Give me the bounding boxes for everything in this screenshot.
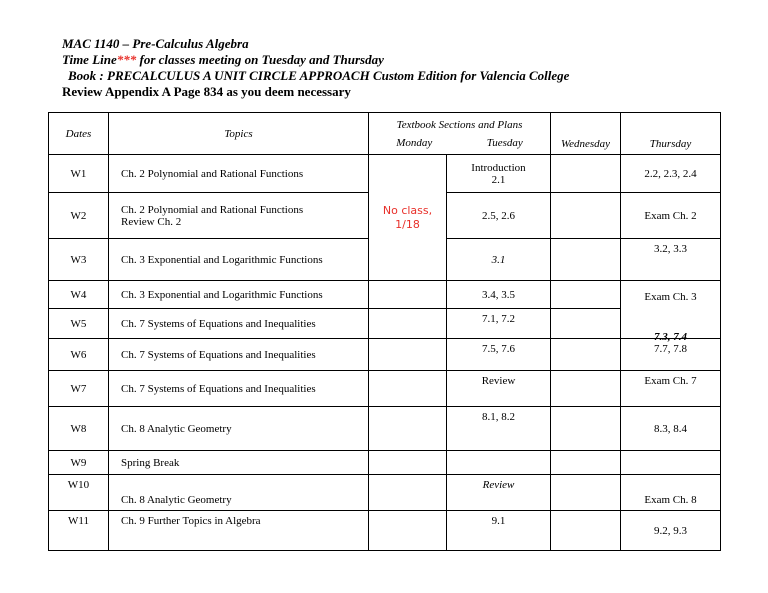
thursday-cell: Exam Ch. 8 [621, 475, 721, 511]
tuesday-cell: 7.5, 7.6 [447, 339, 551, 371]
thursday-cell: 2.2, 2.3, 2.4 [621, 155, 721, 193]
monday-cell [369, 371, 447, 407]
timeline-stars: *** [116, 52, 137, 67]
monday-cell [369, 339, 447, 371]
header-wednesday: Wednesday [551, 113, 621, 155]
topic-text: Ch. 2 Polynomial and Rational Functions [121, 203, 304, 216]
topic-cell: Ch. 3 Exponential and Logarithmic Functions [109, 281, 369, 309]
tuesday-text: Introduction [471, 161, 526, 174]
schedule-table [48, 112, 721, 551]
tuesday-cell: Review [447, 475, 551, 511]
tuesday-cell [447, 155, 551, 193]
thursday-text-2: 7.7, 7.8 [654, 343, 687, 355]
topic-cell: Ch. 2 Polynomial and Rational Functions [109, 155, 369, 193]
topic-cell: Ch. 8 Analytic Geometry [109, 407, 369, 451]
tuesday-text-2: 2.1 [491, 173, 506, 186]
wednesday-cell [551, 193, 621, 239]
thursday-cell: 9.2, 9.3 [621, 511, 721, 551]
week-cell: W1 [49, 155, 109, 193]
topic-cell: Ch. 7 Systems of Equations and Inequalities [109, 371, 369, 407]
review-line: Review Appendix A Page 834 as you deem necessary [62, 84, 351, 99]
wednesday-cell [551, 309, 621, 339]
monday-no-class [369, 155, 447, 281]
header-topics: Topics [109, 113, 369, 155]
wednesday-cell [551, 475, 621, 511]
wednesday-cell [551, 371, 621, 407]
topic-text-2: Review Ch. 2 [121, 215, 182, 228]
wednesday-cell [551, 155, 621, 193]
tuesday-cell: 9.1 [447, 511, 551, 551]
table-row [49, 155, 721, 193]
wednesday-cell [551, 511, 621, 551]
week-cell: W6 [49, 339, 109, 371]
header-textbook-label: Textbook Sections and Plans [396, 118, 523, 131]
topic-cell: Ch. 9 Further Topics in Algebra [109, 511, 369, 551]
table-row [49, 339, 721, 371]
document-header [62, 36, 569, 100]
topic-cell: Spring Break [109, 451, 369, 475]
week-cell: W9 [49, 451, 109, 475]
monday-cell [369, 475, 447, 511]
thursday-cell [621, 451, 721, 475]
header-tuesday: Tuesday [486, 136, 523, 149]
table-row [49, 511, 721, 551]
topic-cell: Ch. 7 Systems of Equations and Inequalities [109, 309, 369, 339]
topic-cell: Ch. 3 Exponential and Logarithmic Functions [109, 239, 369, 281]
monday-note: No class, [382, 203, 433, 217]
header-dates: Dates [49, 113, 109, 155]
thursday-cell [621, 331, 721, 371]
wednesday-cell [551, 339, 621, 371]
table-row [49, 281, 721, 309]
week-cell: W4 [49, 281, 109, 309]
course-title: MAC 1140 – Pre-Calculus Algebra [62, 36, 249, 51]
tuesday-cell: 8.1, 8.2 [447, 407, 551, 451]
thursday-cell [621, 281, 721, 339]
monday-cell [369, 309, 447, 339]
header-textbook [369, 113, 551, 155]
week-cell: W3 [49, 239, 109, 281]
table-row [49, 407, 721, 451]
thursday-cell: 3.2, 3.3 [621, 239, 721, 281]
topic-cell: Ch. 7 Systems of Equations and Inequalities [109, 339, 369, 371]
tuesday-cell: 3.4, 3.5 [447, 281, 551, 309]
monday-cell [369, 511, 447, 551]
thursday-cell: 8.3, 8.4 [621, 407, 721, 451]
table-row [49, 309, 721, 339]
thursday-cell: Exam Ch. 7 [621, 371, 721, 407]
wednesday-cell [551, 281, 621, 309]
week-cell: W10 [49, 475, 109, 511]
monday-cell [369, 281, 447, 309]
header-thursday: Thursday [621, 113, 721, 155]
week-cell: W5 [49, 309, 109, 339]
thursday-text: 7.3, 7.4 [654, 331, 687, 343]
week-cell: W2 [49, 193, 109, 239]
week-cell: W8 [49, 407, 109, 451]
monday-cell [369, 407, 447, 451]
monday-note-date: 1/18 [395, 217, 420, 231]
tuesday-cell: Review [447, 371, 551, 407]
wednesday-cell [551, 451, 621, 475]
tuesday-cell [447, 451, 551, 475]
tuesday-cell: 7.1, 7.2 [447, 309, 551, 339]
book-line: Book : PRECALCULUS A UNIT CIRCLE APPROACH Custom Edition for Valencia College [68, 68, 570, 83]
wednesday-cell [551, 239, 621, 281]
tuesday-cell: 3.1 [447, 239, 551, 281]
thursday-cell: Exam Ch. 2 [621, 193, 721, 239]
topic-cell [109, 193, 369, 239]
table-row [49, 475, 721, 511]
header-monday: Monday [396, 136, 433, 149]
timeline-prefix: Time Line [62, 52, 117, 67]
thursday-text: Exam Ch. 3 [644, 291, 697, 303]
week-cell: W11 [49, 511, 109, 551]
week-cell: W7 [49, 371, 109, 407]
wednesday-cell [551, 407, 621, 451]
table-header-row [49, 113, 721, 155]
table-row [49, 371, 721, 407]
topic-cell: Ch. 8 Analytic Geometry [109, 475, 369, 511]
timeline-line [62, 52, 569, 68]
monday-cell [369, 451, 447, 475]
timeline-suffix: for classes meeting on Tuesday and Thursday [136, 52, 384, 67]
table-row [49, 451, 721, 475]
tuesday-cell: 2.5, 2.6 [447, 193, 551, 239]
